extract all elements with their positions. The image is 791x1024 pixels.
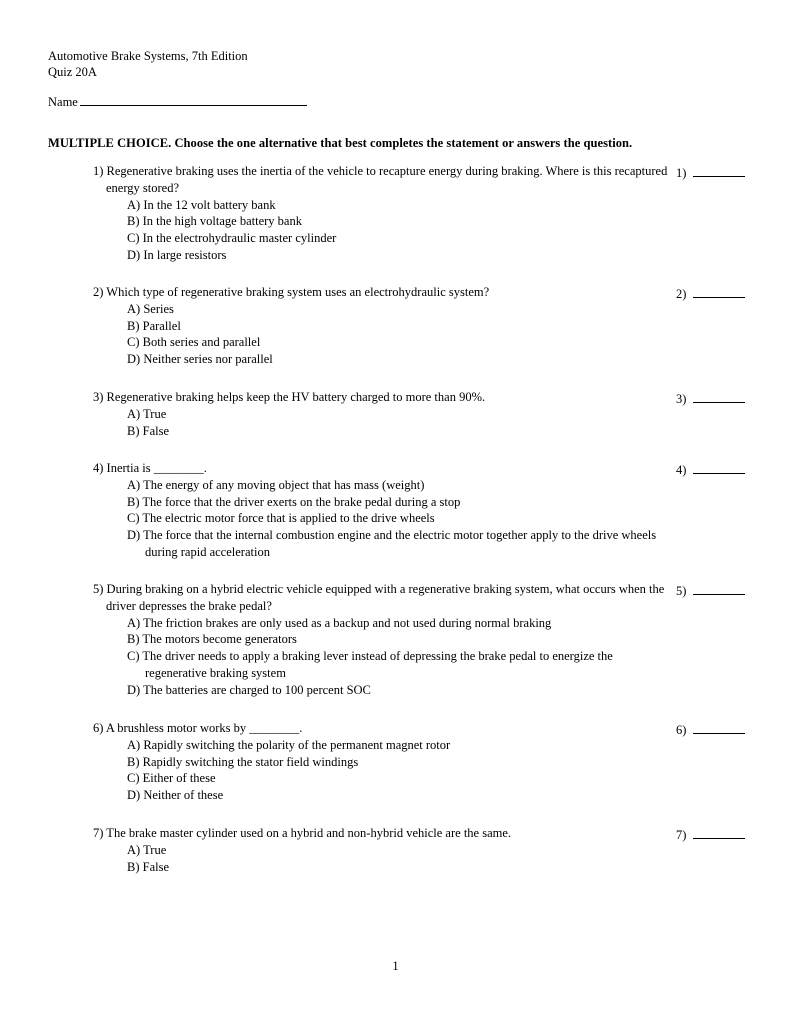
- answer-slot-2: [676, 284, 745, 303]
- option-a[interactable]: A) True: [127, 406, 167, 421]
- question-3: [93, 389, 673, 439]
- option-d[interactable]: D) The batteries are charged to 100 percent SOC: [127, 682, 371, 697]
- question-stem: 5) During braking on a hybrid electric vehicle equipped with a regenerative braking system, what occurs when the driver depresses the brake pedal?: [93, 582, 665, 613]
- answer-blank[interactable]: [693, 163, 745, 177]
- answer-slot-4: [676, 460, 745, 479]
- answer-blank[interactable]: [693, 720, 745, 734]
- question-stem: 6) A brushless motor works by ________.: [93, 721, 303, 735]
- question-2: [93, 284, 673, 368]
- question-stem: 2) Which type of regenerative braking system uses an electrohydraulic system?: [93, 285, 490, 299]
- answer-slot-5: [676, 581, 745, 600]
- option-b[interactable]: B) The force that the driver exerts on the brake pedal during a stop: [127, 494, 461, 509]
- quiz-title: Quiz 20A: [48, 65, 97, 79]
- option-a[interactable]: A) In the 12 volt battery bank: [127, 197, 276, 212]
- answer-blank[interactable]: [693, 389, 745, 403]
- option-b[interactable]: B) The motors become generators: [127, 632, 297, 647]
- option-b[interactable]: B) Rapidly switching the stator field windings: [127, 754, 359, 769]
- answer-blank[interactable]: [693, 825, 745, 839]
- answer-slot-7: [676, 825, 745, 844]
- answer-label: 6): [676, 723, 687, 737]
- question-6: [93, 720, 673, 804]
- answer-slot-1: [676, 163, 745, 182]
- option-d[interactable]: D) Neither of these: [127, 788, 224, 803]
- option-a[interactable]: A) The friction brakes are only used as a backup and not used during normal braking: [127, 615, 552, 630]
- answer-blank[interactable]: [693, 581, 745, 595]
- question-4: [93, 460, 673, 561]
- option-b[interactable]: B) Parallel: [127, 318, 181, 333]
- answer-label: 7): [676, 828, 687, 842]
- answer-blank[interactable]: [693, 284, 745, 298]
- name-blank-line[interactable]: [80, 92, 307, 106]
- instructions: MULTIPLE CHOICE. Choose the one alternative that best completes the statement or answers the question.: [48, 136, 633, 150]
- option-c[interactable]: C) Both series and parallel: [127, 335, 261, 350]
- question-stem: 3) Regenerative braking helps keep the HV battery charged to more than 90%.: [93, 390, 486, 404]
- option-a[interactable]: A) Series: [127, 301, 174, 316]
- question-stem: 1) Regenerative braking uses the inertia of the vehicle to recapture energy during braking. Where is this recaptured energy stored?: [93, 164, 668, 195]
- option-d[interactable]: D) In large resistors: [127, 247, 227, 262]
- option-a[interactable]: A) Rapidly switching the polarity of the permanent magnet rotor: [127, 737, 451, 752]
- option-d[interactable]: D) Neither series nor parallel: [127, 352, 273, 367]
- answer-label: 2): [676, 287, 687, 301]
- option-a[interactable]: A) The energy of any moving object that has mass (weight): [127, 477, 425, 492]
- option-c[interactable]: C) The electric motor force that is applied to the drive wheels: [127, 511, 435, 526]
- question-5: [93, 581, 673, 699]
- answer-blank[interactable]: [693, 460, 745, 474]
- question-stem: 4) Inertia is ________.: [93, 461, 207, 475]
- question-7: [93, 825, 673, 875]
- name-label: Name: [48, 95, 78, 109]
- answer-slot-6: [676, 720, 745, 739]
- option-a[interactable]: A) True: [127, 842, 167, 857]
- name-field-row: [48, 92, 307, 111]
- answer-label: 4): [676, 463, 687, 477]
- question-stem: 7) The brake master cylinder used on a hybrid and non-hybrid vehicle are the same.: [93, 826, 512, 840]
- answer-slot-3: [676, 389, 745, 408]
- answer-label: 3): [676, 392, 687, 406]
- answer-label: 1): [676, 166, 687, 180]
- option-b[interactable]: B) In the high voltage battery bank: [127, 214, 302, 229]
- book-title: Automotive Brake Systems, 7th Edition: [48, 49, 248, 63]
- option-c[interactable]: C) The driver needs to apply a braking lever instead of depressing the brake pedal to energize the regenerative braking system: [127, 649, 613, 680]
- page-number: 1: [392, 959, 399, 973]
- option-c[interactable]: C) Either of these: [127, 771, 216, 786]
- option-c[interactable]: C) In the electrohydraulic master cylinder: [127, 231, 337, 246]
- option-d[interactable]: D) The force that the internal combustion engine and the electric motor together apply to the drive wheels during rapid acceleration: [127, 528, 657, 559]
- question-1: [93, 163, 673, 264]
- option-b[interactable]: B) False: [127, 859, 170, 874]
- answer-label: 5): [676, 584, 687, 598]
- option-b[interactable]: B) False: [127, 423, 170, 438]
